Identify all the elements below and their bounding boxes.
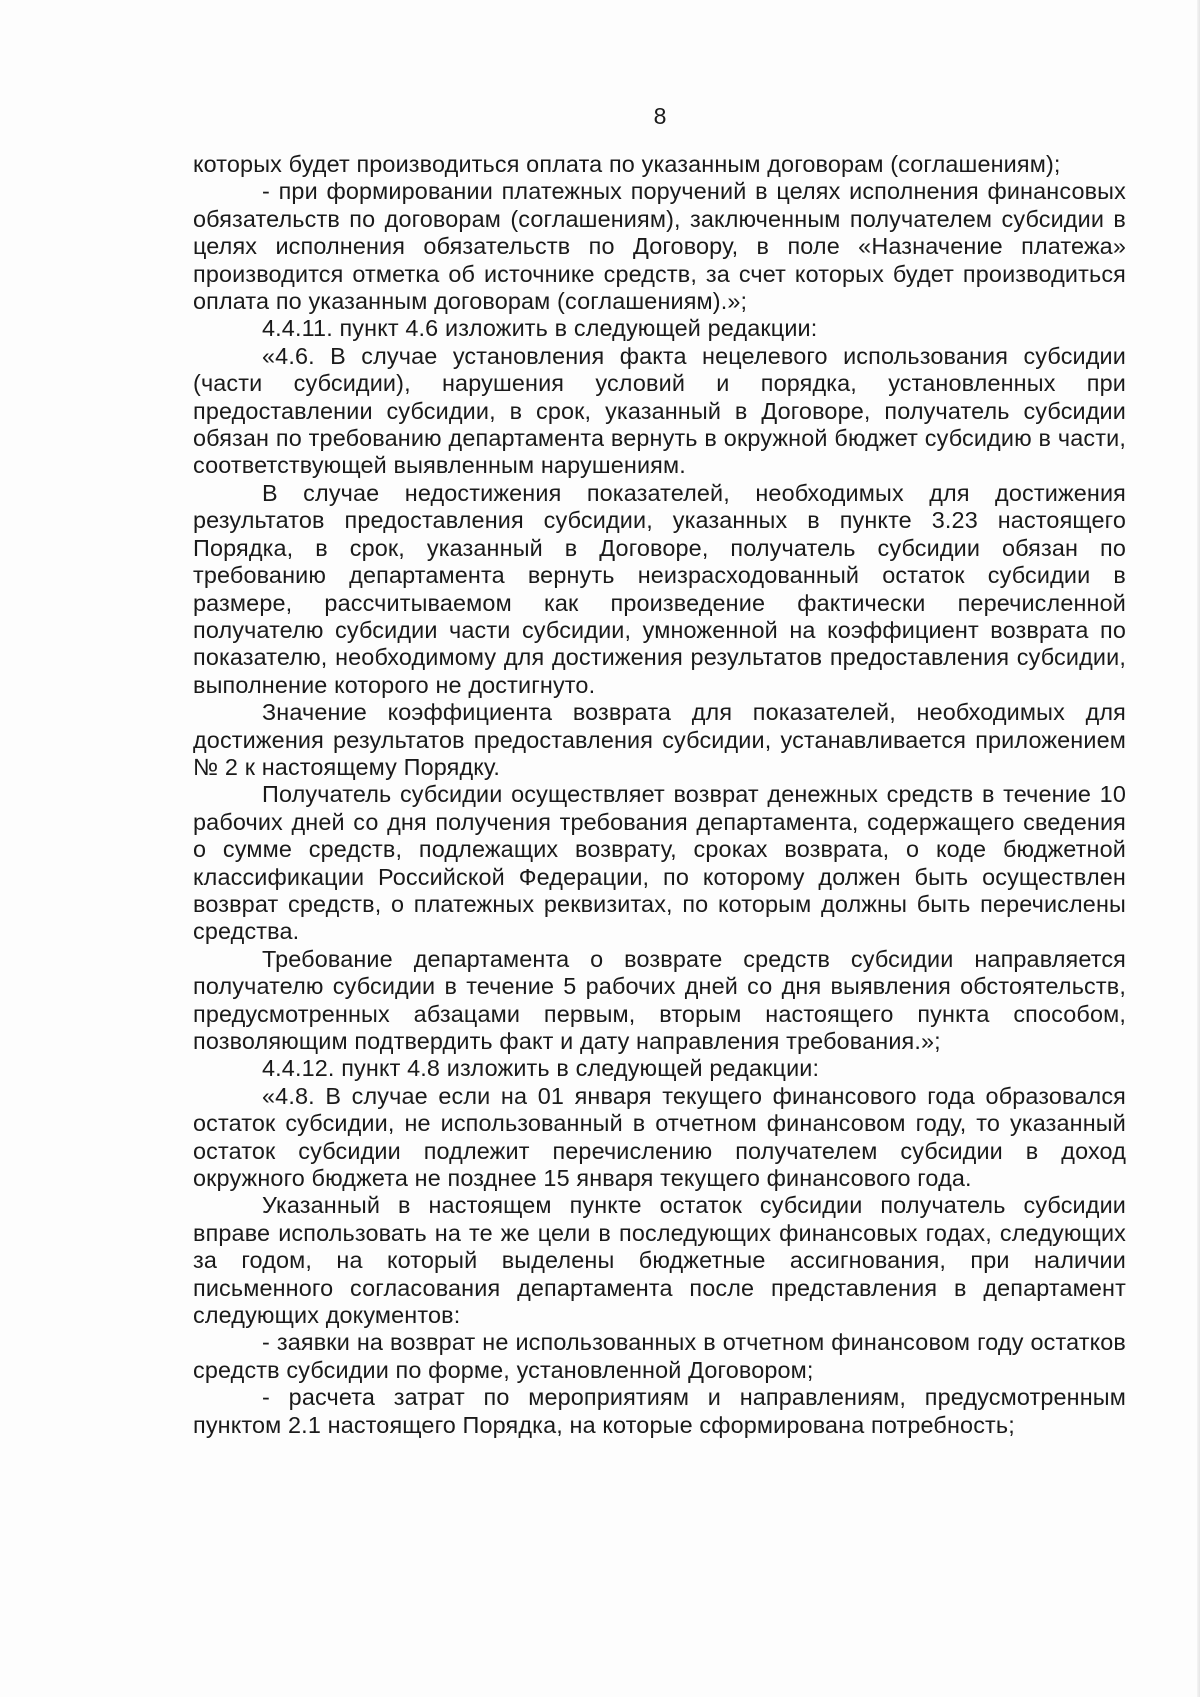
paragraph: - расчета затрат по мероприятиям и направлениям, предусмотренным пунктом 2.1 настоящего Порядка, на которые сформирована потребность; (193, 1384, 1126, 1438)
paragraph: - при формировании платежных поручений в целях исполнения финансовых обязательств по договорам (соглашениям), заключенным получателем субсидии в целях исполнения обязательств по Договору, в поле «Назначение платежа» производится отметка об источнике средств, за счет которых будет производиться оплата по указанным договорам (соглашениям).»; (193, 178, 1126, 315)
document-body (193, 151, 1126, 1439)
paragraph: Требование департамента о возврате средств субсидии направляется получателю субсидии в течение 5 рабочих дней со дня выявления обстоятельств, предусмотренных абзацами первым, вторым настоящего пункта способом, позволяющим подтвердить факт и дату направления требования.»; (193, 945, 1126, 1054)
paragraph: которых будет производиться оплата по указанным договорам (соглашениям); (193, 151, 1061, 177)
paragraph: 4.4.12. пункт 4.8 изложить в следующей редакции: (262, 1055, 820, 1082)
paragraph: Указанный в настоящем пункте остаток субсидии получатель субсидии вправе использовать на те же цели в последующих финансовых годах, следующих за годом, на который выделены бюджетные ассигнования, при наличии письменного согласования департамента после представления в департамент следующих документов: (193, 1192, 1126, 1329)
paragraph: «4.6. В случае установления факта нецелевого использования субсидии (части субсидии), нарушения условий и порядка, установленных при предоставлении субсидии, в срок, указанный в Договоре, получатель субсидии обязан по требованию департамента вернуть в окружной бюджет субсидию в части, соответствующей выявленным нарушениям. (193, 342, 1126, 479)
paragraph: Получатель субсидии осуществляет возврат денежных средств в течение 10 рабочих дней со дня получения требования департамента, содержащего сведения о сумме средств, подлежащих возврату, сроках возврата, о коде бюджетной классификации Российской Федерации, по которому должен быть осуществлен возврат средств, о платежных реквизитах, по которым должны быть перечислены средства. (193, 781, 1126, 945)
paragraph: «4.8. В случае если на 01 января текущего финансового года образовался остаток субсидии, не использованный в отчетном финансовом году, то указанный остаток субсидии подлежит перечислению получателем субсидии в доход окружного бюджета не позднее 15 января текущего финансового года. (193, 1082, 1126, 1192)
page-number: 8 (653, 103, 667, 129)
paragraph: 4.4.11. пункт 4.6 изложить в следующей редакции: (262, 315, 818, 342)
paragraph: - заявки на возврат не использованных в отчетном финансовом году остатков средств субсидии по форме, установленной Договором; (193, 1329, 1126, 1383)
paragraph: В случае недостижения показателей, необходимых для достижения результатов предоставления субсидии, указанных в пункте 3.23 настоящего Порядка, в срок, указанный в Договоре, получатель субсидии обязан по требованию департамента вернуть неизрасходованный остаток субсидии в размере, рассчитываемом как произведение фактически перечисленной получателю субсидии части субсидии, умноженной на коэффициент возврата по показателю, необходимому для достижения результатов предоставления субсидии, выполнение которого не достигнуто. (193, 479, 1126, 698)
paragraph: Значение коэффициента возврата для показателей, необходимых для достижения результатов предоставления субсидии, устанавливается приложением № 2 к настоящему Порядку. (193, 699, 1126, 780)
